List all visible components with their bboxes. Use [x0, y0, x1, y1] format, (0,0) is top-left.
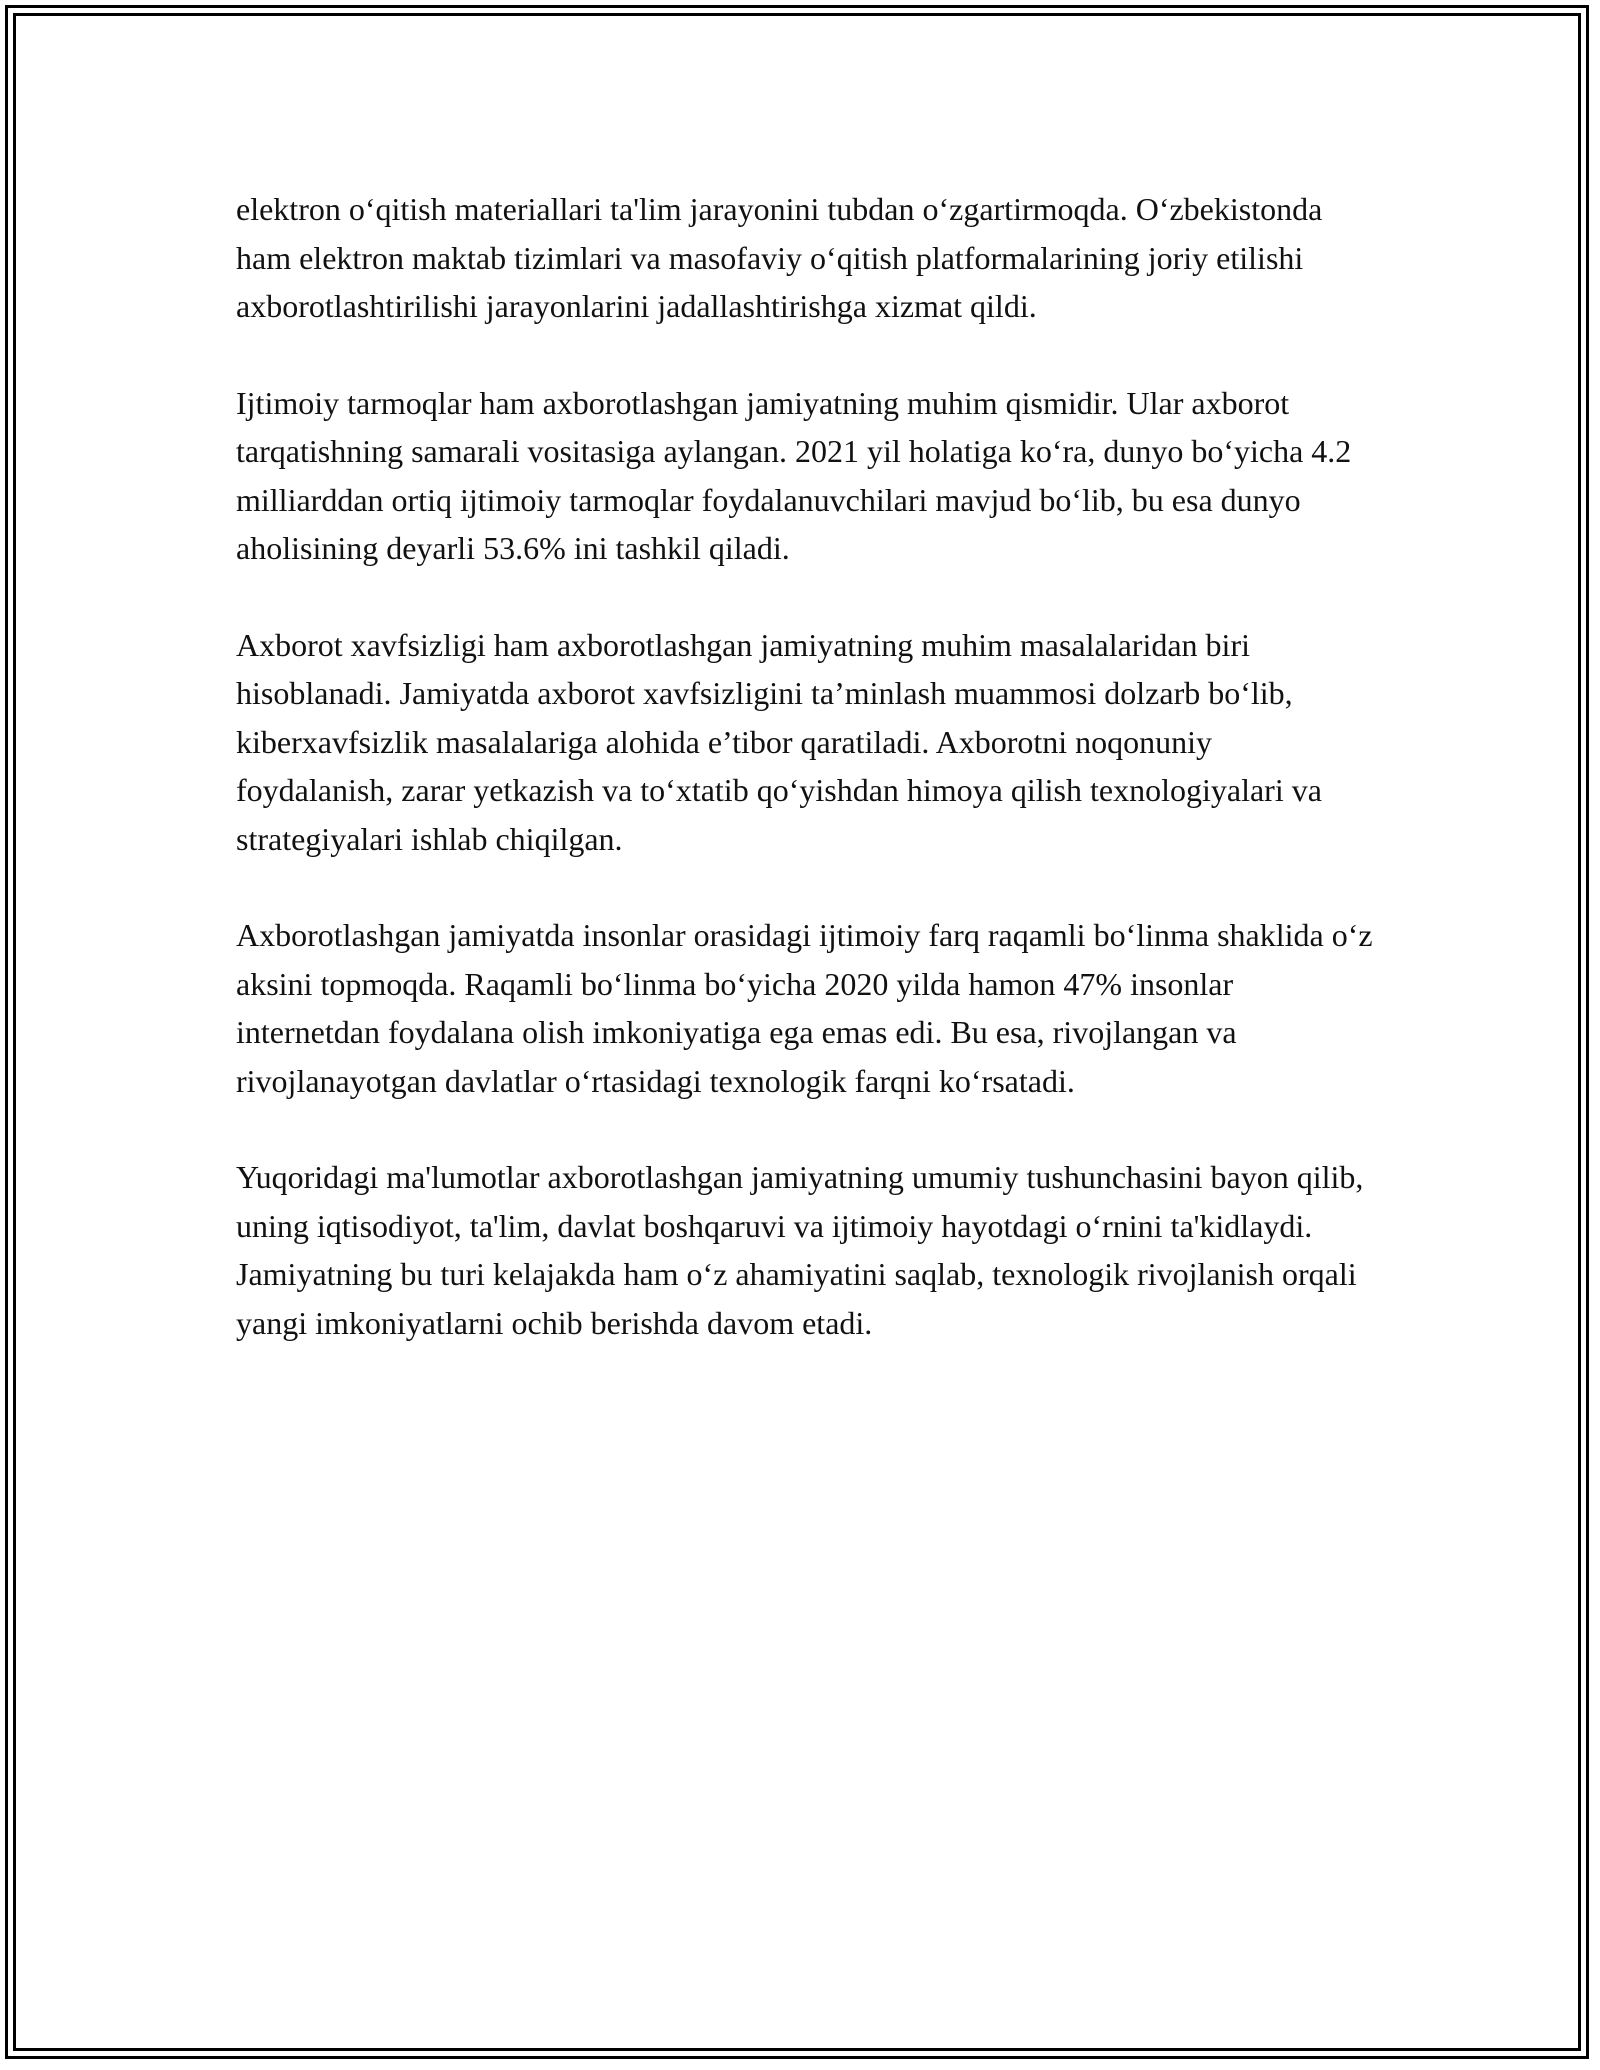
paragraph-information-security: Axborot xavfsizligi ham axborotlashgan jamiyatning muhim masalalaridan biri hisoblanadi. Jamiyatda axborot xavfsizligini ta’minlash muammosi dolzarb bo‘lib, kiberxavfsizlik masalalariga alohida e’tibor qaratiladi. Axborotni noqonuniy foydalanish, zarar yetkazish va to‘xtatib qo‘yishdan himoya qilish texnologiyalari va strategiyalari ishlab chiqilgan. — [236, 626, 1322, 857]
paragraph-digital-divide: Axborotlashgan jamiyatda insonlar orasidagi ijtimoiy farq raqamli bo‘linma shaklida o‘z aksini topmoqda. Raqamli bo‘linma bo‘yicha 2020 yilda hamon 47% insonlar internetdan foydalana olish imkoniyatiga ega emas edi. Bu esa, rivojlangan va rivojlanayotgan davlatlar o‘rtasidagi texnologik farqni ko‘rsatadi. — [236, 917, 1373, 1099]
paragraph-elearning: elektron o‘qitish materiallari ta'lim jarayonini tubdan o‘zgartirmoqda. O‘zbekistonda ham elektron maktab tizimlari va masofaviy o‘qitish platformalarining joriy etilishi axborotlashtirilishi jarayonlarini jadallashtirishga xizmat qildi. — [236, 191, 1323, 324]
paragraph-social-networks: Ijtimoiy tarmoqlar ham axborotlashgan jamiyatning muhim qismidir. Ular axborot tarqatishning samarali vositasiga aylangan. 2021 yil holatiga ko‘ra, dunyo bo‘yicha 4.2 milliarddan ortiq ijtimoiy tarmoqlar foydalanuvchilari mavjud bo‘lib, bu esa dunyo aholisining deyarli 53.6% ini tashkil qiladi. — [236, 384, 1352, 566]
paragraph-conclusion: Yuqoridagi ma'lumotlar axborotlashgan jamiyatning umumiy tushunchasini bayon qilib, uning iqtisodiyot, ta'lim, davlat boshqaruvi va ijtimoiy hayotdagi o‘rnini ta'kidlaydi. Jamiyatning bu turi kelajakda ham o‘z ahamiyatini saqlab, texnologik rivojlanish orqali yangi imkoniyatlarni ochib berishda davom etadi. — [236, 1159, 1364, 1341]
document-body — [236, 185, 1376, 1395]
